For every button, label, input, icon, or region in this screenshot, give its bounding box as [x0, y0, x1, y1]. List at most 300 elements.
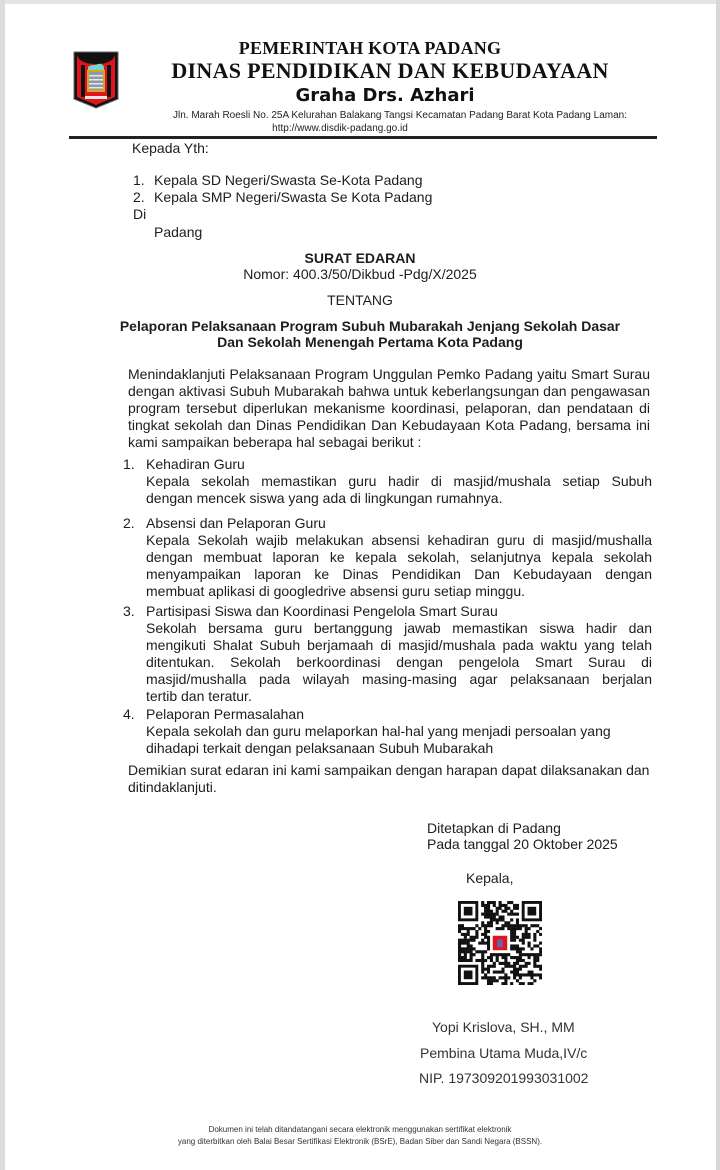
qr-finder-pattern	[528, 907, 537, 916]
qr-module	[507, 907, 510, 910]
qr-module	[516, 904, 519, 907]
qr-module	[493, 904, 496, 907]
qr-module	[472, 927, 475, 930]
qr-module	[481, 976, 484, 979]
qr-module	[464, 953, 467, 956]
qr-module	[496, 971, 499, 974]
qr-module	[533, 944, 536, 947]
qr-module	[504, 904, 507, 907]
qr-module	[490, 953, 493, 956]
qr-module	[539, 947, 542, 950]
qr-module	[467, 950, 470, 953]
qr-module	[490, 913, 493, 916]
qr-module	[519, 959, 522, 962]
qr-module	[530, 976, 533, 979]
qr-module	[487, 913, 490, 916]
signature-position: Kepala,	[466, 870, 514, 886]
qr-module	[528, 927, 531, 930]
qr-module	[504, 959, 507, 962]
qr-module	[530, 953, 533, 956]
qr-module	[496, 913, 499, 916]
qr-module	[516, 907, 519, 910]
qr-module	[496, 956, 499, 959]
qr-module	[528, 953, 531, 956]
qr-module	[484, 915, 487, 918]
qr-module	[516, 973, 519, 976]
qr-module	[522, 924, 525, 927]
qr-module	[539, 973, 542, 976]
letter-subject-line2: Dan Sekolah Menengah Pertama Kota Padang	[217, 334, 523, 350]
qr-module	[464, 933, 467, 936]
qr-code-icon	[458, 901, 542, 985]
qr-module	[461, 927, 464, 930]
qr-module	[501, 971, 504, 974]
qr-module	[490, 901, 493, 904]
qr-module	[484, 904, 487, 907]
qr-module	[507, 901, 510, 904]
qr-module	[481, 924, 484, 927]
qr-module	[510, 939, 513, 942]
qr-module	[458, 953, 461, 956]
qr-module	[510, 913, 513, 916]
qr-module	[484, 924, 487, 927]
item-3-line: mengikuti Shalat Subuh berjamaah di masjid/mushala pada waktu yang telah	[146, 637, 652, 653]
letterhead-agency: DINAS PENDIDIKAN DAN KEBUDAYAAN	[171, 58, 609, 83]
qr-module	[493, 971, 496, 974]
qr-module	[467, 942, 470, 945]
qr-module	[510, 930, 513, 933]
qr-module	[490, 965, 493, 968]
qr-module	[504, 973, 507, 976]
qr-module	[487, 901, 490, 904]
qr-module	[504, 953, 507, 956]
qr-module	[493, 979, 496, 982]
qr-module	[533, 979, 536, 982]
qr-module	[481, 913, 484, 916]
qr-module	[496, 959, 499, 962]
qr-module	[484, 927, 487, 930]
qr-module	[507, 927, 510, 930]
qr-module	[501, 982, 504, 985]
qr-module	[464, 950, 467, 953]
qr-module	[539, 968, 542, 971]
item-2-line: dengan membuat laporan ke kepala sekolah, selanjutnya kepala sekolah	[146, 549, 652, 565]
qr-module	[487, 971, 490, 974]
qr-module	[525, 933, 528, 936]
qr-module	[496, 953, 499, 956]
qr-module	[522, 933, 525, 936]
qr-module	[507, 965, 510, 968]
qr-module	[510, 933, 513, 936]
qr-module	[516, 918, 519, 921]
qr-module	[475, 959, 478, 962]
qr-module	[516, 956, 519, 959]
qr-module	[493, 953, 496, 956]
qr-module	[507, 921, 510, 924]
qr-module	[472, 936, 475, 939]
qr-module	[501, 924, 504, 927]
item-2-line: menyampaikan laporan ke Dinas Pendidikan Dan Kebudayaan dengan	[146, 566, 652, 582]
qr-module	[487, 904, 490, 907]
qr-module	[533, 939, 536, 942]
intro-line: dengan aktivasi Subuh Mubarakah bahwa untuk keberlangsungan dan pengawasan	[128, 383, 650, 399]
qr-module	[536, 924, 539, 927]
addressee-place: Padang	[154, 224, 203, 240]
page-frame-top	[0, 0, 720, 4]
item-2-number: 2.	[123, 515, 135, 531]
qr-module	[539, 933, 542, 936]
qr-module	[536, 965, 539, 968]
qr-module	[513, 913, 516, 916]
qr-module	[467, 947, 470, 950]
qr-module	[522, 973, 525, 976]
qr-module	[472, 953, 475, 956]
item-1-line: Kepala sekolah memastikan guru hadir di masjid/mushala setiap Subuh	[146, 473, 652, 489]
letter-number: Nomor: 400.3/50/Dikbud -Pdg/X/2025	[243, 266, 477, 282]
qr-module	[470, 953, 473, 956]
qr-module	[510, 971, 513, 974]
item-2-line: membuat aplikasi di googledrive absensi guru setiap minggu.	[146, 583, 525, 599]
qr-module	[458, 956, 461, 959]
qr-module	[504, 907, 507, 910]
intro-paragraph	[128, 366, 650, 451]
item-4-line: dihadapi terkait dengan pelaksanaan Subuh Mubarakah	[146, 740, 494, 756]
qr-module	[484, 959, 487, 962]
qr-finder-pattern	[464, 907, 473, 916]
item-3-line: masjid/mushalla pada wilayah masing-masing agar pelaksanaan berjalan	[146, 671, 652, 687]
qr-module	[487, 915, 490, 918]
qr-module	[519, 982, 522, 985]
intro-line: program tersebut diperlukan mekanisme koordinasi, pelaporan, dan pendataan di	[128, 400, 650, 416]
qr-module	[504, 956, 507, 959]
qr-module	[519, 924, 522, 927]
qr-module	[481, 956, 484, 959]
qr-module	[461, 933, 464, 936]
qr-module	[481, 901, 484, 904]
qr-module	[464, 936, 467, 939]
qr-module	[487, 979, 490, 982]
qr-module	[519, 927, 522, 930]
qr-module	[461, 939, 464, 942]
qr-module	[510, 927, 513, 930]
qr-module	[516, 944, 519, 947]
qr-module	[530, 947, 533, 950]
item-3-line: Sekolah bersama guru bertanggung jawab memastikan siswa hadir dan	[146, 620, 652, 636]
qr-module	[464, 942, 467, 945]
qr-module	[510, 936, 513, 939]
qr-module	[458, 944, 461, 947]
qr-module	[461, 950, 464, 953]
qr-module	[458, 947, 461, 950]
qr-module	[499, 901, 502, 904]
signatory-rank: Pembina Utama Muda,IV/c	[420, 1045, 588, 1061]
qr-module	[504, 976, 507, 979]
qr-module	[475, 950, 478, 953]
qr-module	[519, 953, 522, 956]
qr-module	[510, 901, 513, 904]
qr-module	[513, 976, 516, 979]
qr-module	[536, 930, 539, 933]
qr-module	[533, 973, 536, 976]
qr-module	[470, 956, 473, 959]
qr-module	[501, 915, 504, 918]
item-1	[146, 456, 652, 507]
qr-module	[501, 956, 504, 959]
qr-module	[487, 976, 490, 979]
qr-module	[519, 973, 522, 976]
qr-module	[510, 924, 513, 927]
qr-module	[458, 942, 461, 945]
letterhead-building: Graha Drs. Azhari	[295, 85, 475, 106]
qr-module	[513, 927, 516, 930]
qr-module	[458, 950, 461, 953]
qr-module	[513, 904, 516, 907]
qr-module	[519, 976, 522, 979]
recipient-1: Kepala SD Negeri/Swasta Se-Kota Padang	[154, 172, 423, 188]
qr-module	[513, 947, 516, 950]
qr-module	[525, 924, 528, 927]
qr-module	[533, 962, 536, 965]
qr-module	[501, 976, 504, 979]
item-3	[146, 603, 652, 705]
qr-module	[507, 924, 510, 927]
qr-module	[481, 953, 484, 956]
qr-module	[528, 971, 531, 974]
qr-module	[481, 939, 484, 942]
qr-module	[467, 930, 470, 933]
qr-module	[496, 907, 499, 910]
page-frame-left	[0, 0, 5, 1170]
qr-module	[533, 933, 536, 936]
letter-about: TENTANG	[327, 292, 393, 308]
qr-module	[487, 942, 490, 945]
qr-module	[499, 918, 502, 921]
qr-module	[493, 901, 496, 904]
qr-module	[484, 936, 487, 939]
qr-module	[487, 907, 490, 910]
qr-module	[475, 936, 478, 939]
qr-module	[516, 921, 519, 924]
qr-module	[539, 950, 542, 953]
qr-module	[513, 924, 516, 927]
qr-module	[484, 950, 487, 953]
qr-module	[464, 956, 467, 959]
qr-module	[519, 956, 522, 959]
qr-module	[513, 971, 516, 974]
qr-module	[516, 971, 519, 974]
qr-module	[528, 962, 531, 965]
qr-module	[461, 947, 464, 950]
qr-module	[481, 933, 484, 936]
qr-module	[467, 933, 470, 936]
qr-finder-pattern	[464, 971, 473, 980]
intro-line: tingkat sekolah dan Dinas Pendidikan Dan Kebudayaan Kota Padang, bersama ini	[128, 417, 650, 433]
letterhead-address: Jln. Marah Roesli No. 25A Kelurahan Balakang Tangsi Kecamatan Padang Barat Kota Padang Laman:	[173, 110, 627, 121]
qr-module	[516, 950, 519, 953]
qr-module	[470, 947, 473, 950]
item-2	[146, 515, 652, 600]
qr-module	[461, 959, 464, 962]
qr-module	[487, 982, 490, 985]
signatory-nip: NIP. 197309201993031002	[419, 1070, 589, 1086]
qr-module	[461, 942, 464, 945]
qr-module	[490, 915, 493, 918]
letterhead-website[interactable]: http://www.disdik-padang.go.id	[272, 123, 408, 134]
qr-module	[525, 930, 528, 933]
qr-module	[470, 939, 473, 942]
qr-module	[530, 973, 533, 976]
qr-module	[504, 979, 507, 982]
qr-module	[530, 971, 533, 974]
qr-module	[516, 924, 519, 927]
qr-module	[493, 962, 496, 965]
qr-module	[490, 979, 493, 982]
qr-module	[522, 942, 525, 945]
qr-module	[493, 915, 496, 918]
qr-module	[507, 913, 510, 916]
qr-module	[464, 927, 467, 930]
qr-module	[539, 965, 542, 968]
item-1-line: dengan mencek siswa yang ada di lingkungan rumahnya.	[146, 490, 503, 506]
qr-module	[461, 924, 464, 927]
qr-module	[528, 942, 531, 945]
qr-module	[496, 918, 499, 921]
footer-esign-line1: Dokumen ini telah ditandatangani secara elektronik menggunakan sertifikat elektronik	[208, 1125, 512, 1134]
qr-module	[507, 953, 510, 956]
qr-module	[487, 936, 490, 939]
qr-module	[490, 982, 493, 985]
qr-module	[467, 944, 470, 947]
qr-module	[536, 944, 539, 947]
qr-module	[533, 965, 536, 968]
qr-module	[513, 968, 516, 971]
qr-module	[522, 939, 525, 942]
qr-module	[510, 944, 513, 947]
qr-module	[513, 956, 516, 959]
qr-module	[484, 907, 487, 910]
qr-module	[499, 927, 502, 930]
signatory-name: Yopi Krislova, SH., MM	[432, 1019, 575, 1035]
qr-module	[539, 953, 542, 956]
letterhead-government: PEMERINTAH KOTA PADANG	[238, 38, 502, 58]
qr-module	[458, 927, 461, 930]
qr-module	[533, 936, 536, 939]
qr-module	[484, 930, 487, 933]
qr-module	[504, 965, 507, 968]
qr-module	[458, 939, 461, 942]
qr-module	[499, 962, 502, 965]
item-3-line: ditentukan. Sekolah berkoordinasi dengan pengelola Smart Surau di	[146, 654, 652, 670]
qr-module	[478, 942, 481, 945]
qr-module	[487, 968, 490, 971]
recipient-2-number: 2.	[133, 189, 145, 205]
qr-module	[484, 968, 487, 971]
qr-module	[499, 953, 502, 956]
qr-module	[504, 924, 507, 927]
addressee-di: Di	[133, 206, 147, 222]
qr-module	[487, 956, 490, 959]
qr-module	[513, 962, 516, 965]
qr-module	[464, 959, 467, 962]
qr-module	[484, 942, 487, 945]
qr-module	[501, 953, 504, 956]
qr-module	[525, 936, 528, 939]
qr-module	[481, 950, 484, 953]
qr-module	[467, 939, 470, 942]
qr-module	[525, 965, 528, 968]
qr-module	[536, 959, 539, 962]
qr-module	[525, 962, 528, 965]
letter-heading: SURAT EDARAN	[304, 250, 416, 266]
qr-module	[525, 953, 528, 956]
letterhead-divider	[69, 136, 657, 139]
qr-module	[490, 921, 493, 924]
qr-module	[487, 910, 490, 913]
qr-module	[516, 936, 519, 939]
qr-module	[493, 913, 496, 916]
qr-module	[513, 944, 516, 947]
qr-module	[478, 927, 481, 930]
qr-module	[522, 936, 525, 939]
qr-module	[493, 965, 496, 968]
qr-module	[458, 930, 461, 933]
qr-module	[470, 936, 473, 939]
qr-module	[490, 959, 493, 962]
qr-module	[487, 944, 490, 947]
qr-module	[501, 962, 504, 965]
qr-module	[522, 965, 525, 968]
qr-module	[510, 982, 513, 985]
qr-module	[501, 968, 504, 971]
qr-center-emblem-inner	[497, 939, 503, 947]
qr-module	[519, 939, 522, 942]
qr-module	[464, 947, 467, 950]
qr-module	[475, 933, 478, 936]
item-2-title: Absensi dan Pelaporan Guru	[146, 515, 326, 531]
qr-module	[530, 924, 533, 927]
qr-module	[533, 956, 536, 959]
item-1-title: Kehadiran Guru	[146, 456, 245, 472]
qr-module	[507, 976, 510, 979]
qr-module	[496, 921, 499, 924]
qr-module	[490, 918, 493, 921]
item-4-number: 4.	[123, 706, 135, 722]
qr-module	[499, 971, 502, 974]
qr-module	[499, 904, 502, 907]
qr-module	[513, 965, 516, 968]
qr-module	[516, 913, 519, 916]
qr-module	[533, 959, 536, 962]
qr-module	[522, 982, 525, 985]
qr-module	[490, 976, 493, 979]
qr-module	[516, 927, 519, 930]
item-4-title: Pelaporan Permasalahan	[146, 706, 304, 722]
qr-module	[484, 933, 487, 936]
qr-module	[504, 910, 507, 913]
qr-module	[481, 968, 484, 971]
qr-module	[528, 936, 531, 939]
qr-module	[516, 979, 519, 982]
qr-module	[528, 956, 531, 959]
qr-module	[536, 956, 539, 959]
qr-module	[539, 927, 542, 930]
letter-subject-line1: Pelaporan Pelaksanaan Program Subuh Mubarakah Jenjang Sekolah Dasar	[119, 318, 621, 334]
qr-module	[470, 950, 473, 953]
qr-module	[501, 927, 504, 930]
qr-module	[525, 973, 528, 976]
qr-module	[533, 953, 536, 956]
qr-module	[539, 976, 542, 979]
